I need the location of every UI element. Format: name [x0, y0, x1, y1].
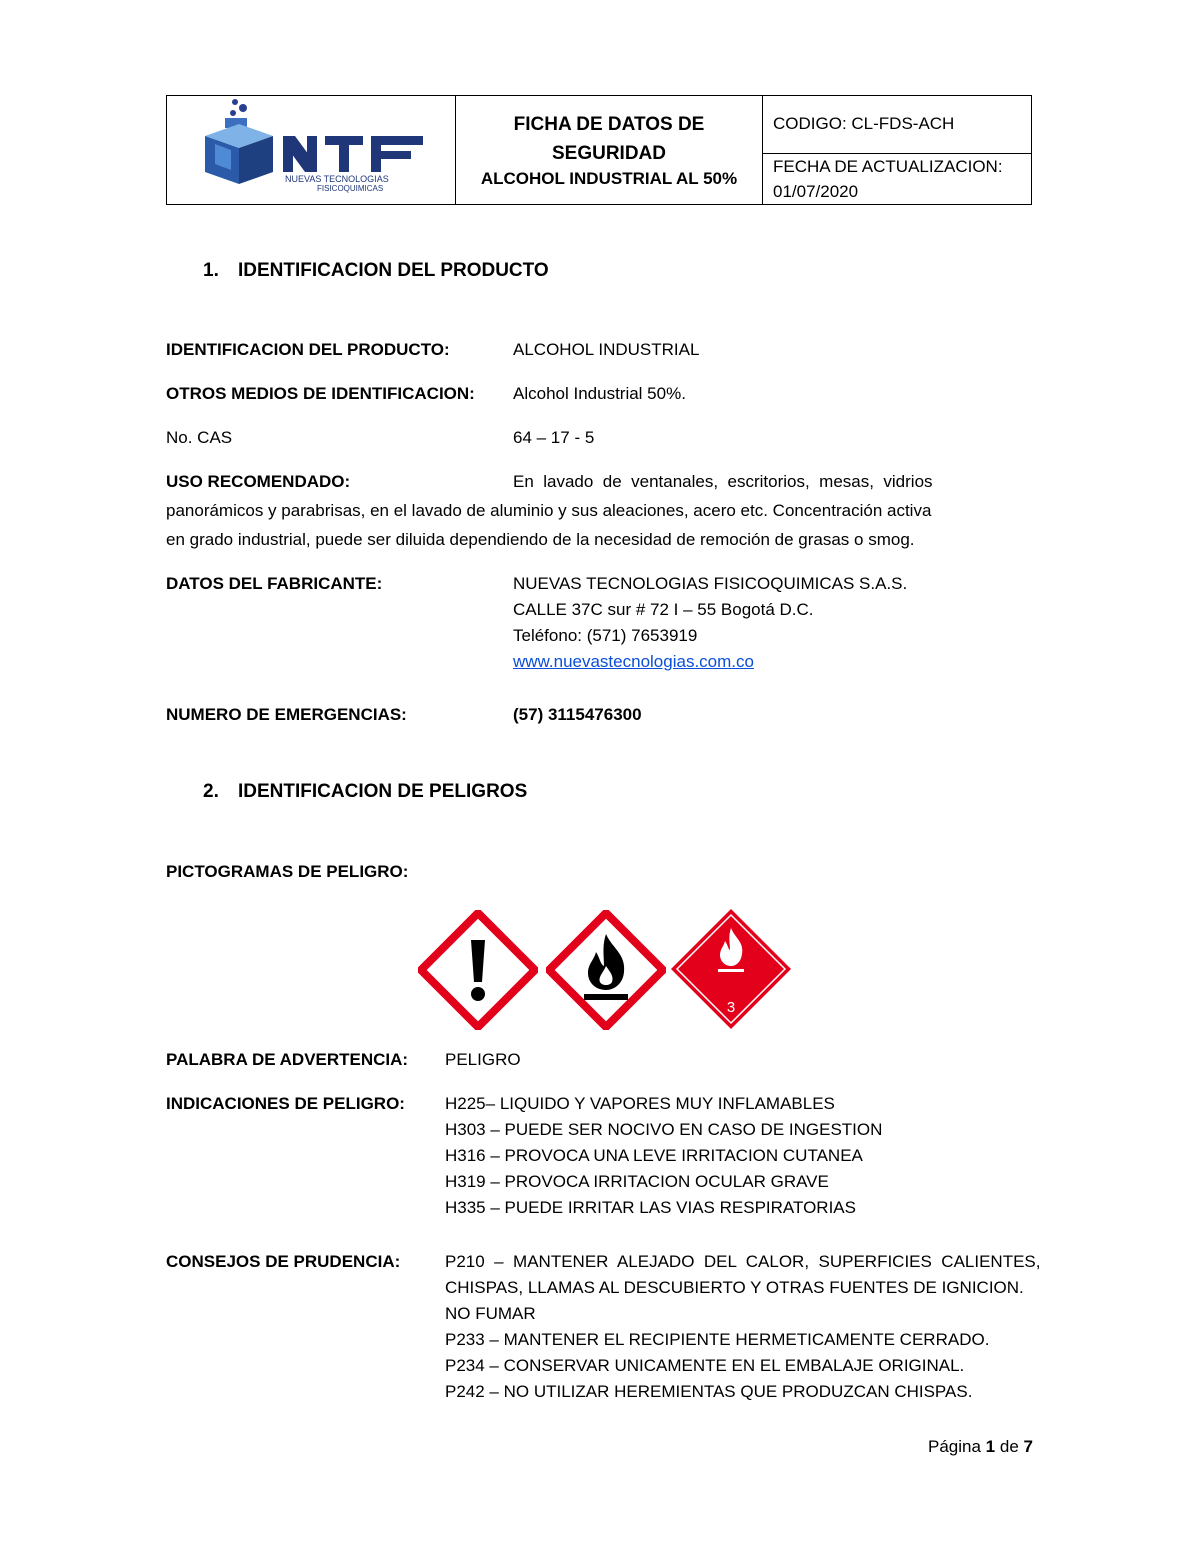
maker-address: CALLE 37C sur # 72 I – 55 Bogotá D.C.	[513, 600, 814, 619]
hazard-item: H335 – PUEDE IRRITAR LAS VIAS RESPIRATORIAS	[445, 1198, 856, 1217]
product-id-label: IDENTIFICACION DEL PRODUCTO:	[166, 340, 450, 359]
use-line1: En lavado de ventanales, escritorios, mesas, vidrios	[513, 472, 933, 491]
use-line3: en grado industrial, puede ser diluida dependiendo de la necesidad de remoción de grasas o smog.	[166, 530, 915, 549]
class3-flammable-icon	[670, 908, 792, 1030]
logo-cell	[167, 96, 456, 204]
exclamation-icon	[418, 910, 538, 1030]
precaution-label: CONSEJOS DE PRUDENCIA:	[166, 1252, 401, 1271]
use-line2: panorámicos y parabrisas, en el lavado de aluminio y sus aleaciones, acero etc. Concentración activa	[166, 501, 932, 520]
logo-sub1: NUEVAS TECNOLOGIAS	[285, 174, 389, 184]
logo-sub2: FISICOQUIMICAS	[317, 184, 384, 193]
precaution-item: P242 – NO UTILIZAR HEREMIENTAS QUE PRODUZCAN CHISPAS.	[445, 1382, 973, 1401]
maker-name: NUEVAS TECNOLOGIAS FISICOQUIMICAS S.A.S.	[513, 574, 908, 593]
product-id-value: ALCOHOL INDUSTRIAL	[513, 340, 700, 359]
class-number: 3	[726, 999, 736, 1016]
precaution-item: P233 – MANTENER EL RECIPIENTE HERMETICAMENTE CERRADO.	[445, 1330, 990, 1349]
signal-label: PALABRA DE ADVERTENCIA:	[166, 1050, 409, 1069]
section2-title: IDENTIFICACION DE PELIGROS	[238, 781, 528, 802]
cas-label: No. CAS	[166, 428, 233, 447]
section1-title: IDENTIFICACION DEL PRODUCTO	[238, 260, 549, 281]
maker-phone: Teléfono: (571) 7653919	[513, 626, 698, 645]
section2-number: 2.	[203, 781, 219, 802]
use-label: USO RECOMENDADO:	[166, 472, 351, 491]
precaution-item: NO FUMAR	[445, 1304, 536, 1323]
title-cell	[456, 96, 763, 204]
section1-number: 1.	[203, 260, 219, 281]
other-id-value: Alcohol Industrial 50%.	[513, 384, 686, 403]
document-code: CODIGO: CL-FDS-ACH	[773, 114, 955, 133]
hazard-label: INDICACIONES DE PELIGRO:	[166, 1094, 405, 1113]
maker-website-link[interactable]: www.nuevastecnologias.com.co	[513, 652, 754, 671]
flame-icon	[546, 910, 666, 1030]
emergency-label: NUMERO DE EMERGENCIAS:	[166, 705, 407, 724]
hazard-item: H303 – PUEDE SER NOCIVO EN CASO DE INGESTION	[445, 1120, 883, 1139]
pictograms-label: PICTOGRAMAS DE PELIGRO:	[166, 862, 409, 881]
emergency-value: (57) 3115476300	[513, 705, 642, 724]
precaution-item: CHISPAS, LLAMAS AL DESCUBIERTO Y OTRAS FUENTES DE IGNICION.	[445, 1278, 1024, 1297]
document-title: FICHA DE DATOS DE SEGURIDAD	[513, 114, 705, 164]
cas-value: 64 – 17 - 5	[513, 428, 595, 447]
hazard-item: H319 – PROVOCA IRRITACION OCULAR GRAVE	[445, 1172, 829, 1191]
precaution-item: P210 – MANTENER ALEJADO DEL CALOR, SUPERFICIES CALIENTES,	[445, 1252, 1041, 1271]
update-cell	[763, 154, 1031, 204]
company-logo	[167, 96, 456, 204]
code-cell	[763, 96, 1031, 154]
header-table	[166, 95, 1032, 205]
signal-value: PELIGRO	[445, 1050, 521, 1069]
hazard-item: H225– LIQUIDO Y VAPORES MUY INFLAMABLES	[445, 1094, 835, 1113]
precaution-item: P234 – CONSERVAR UNICAMENTE EN EL EMBALAJE ORIGINAL.	[445, 1356, 965, 1375]
product-name: ALCOHOL INDUSTRIAL AL 50%	[480, 169, 738, 188]
page-number: Página 1 de 7	[928, 1437, 1033, 1456]
other-id-label: OTROS MEDIOS DE IDENTIFICACION:	[166, 384, 475, 403]
maker-label: DATOS DEL FABRICANTE:	[166, 574, 383, 593]
update-date: FECHA DE ACTUALIZACION: 01/07/2020	[773, 157, 1003, 201]
hazard-item: H316 – PROVOCA UNA LEVE IRRITACION CUTANEA	[445, 1146, 863, 1165]
